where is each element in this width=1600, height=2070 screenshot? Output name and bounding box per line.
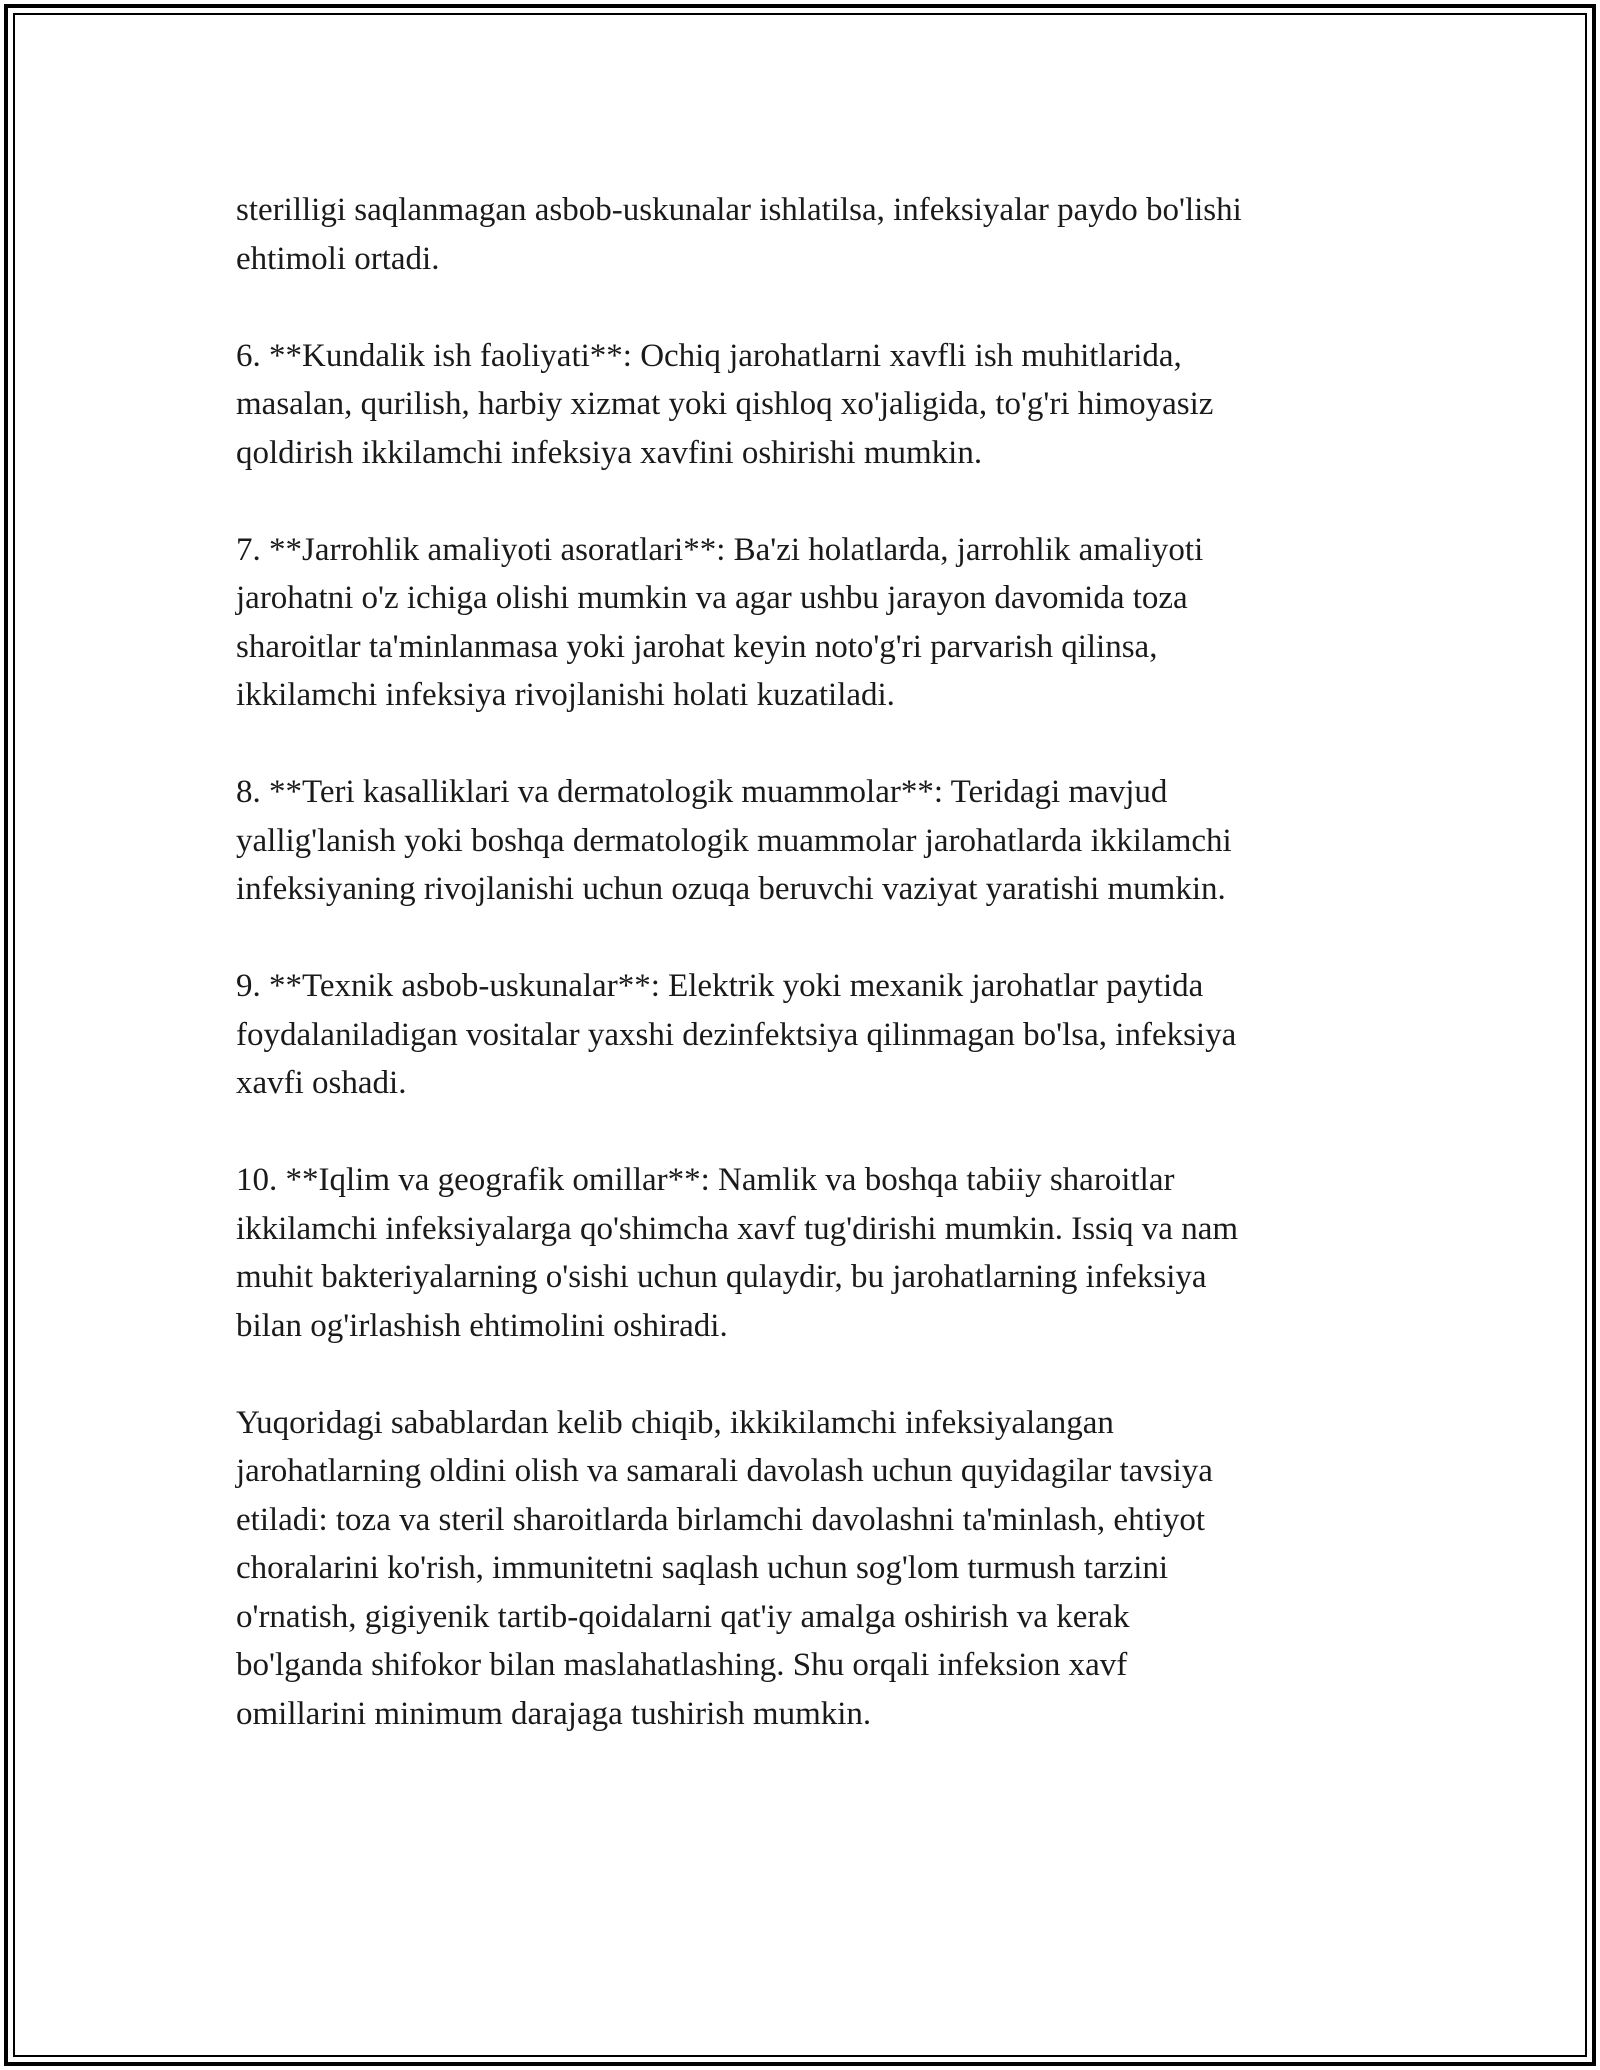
text-line: muhit bakteriyalarning o'sishi uchun qulaydir, bu jarohatlarning infeksiya: [236, 1259, 1207, 1295]
text-line: sterilligi saqlanmagan asbob-uskunalar ishlatilsa, infeksiyalar paydo bo'lishi: [236, 192, 1242, 228]
text-line: foydalaniladigan vositalar yaxshi dezinfektsiya qilinmagan bo'lsa, infeksiya: [236, 1016, 1237, 1053]
list-item-6: [236, 332, 1366, 478]
text-line: Yuqoridagi sabablardan kelib chiqib, ikkikilamchi infeksiyalangan: [236, 1404, 1114, 1441]
conclusion-paragraph: [236, 1399, 1366, 1739]
text-line: bo'lganda shifokor bilan maslahatlashing. Shu orqali infeksion xavf: [236, 1647, 1128, 1683]
text-line: 8. **Teri kasalliklari va dermatologik muammolar**: Teridagi mavjud: [236, 774, 1168, 810]
text-line: bilan og'irlashish ehtimolini oshiradi.: [236, 1307, 728, 1344]
list-item-7: [236, 526, 1366, 720]
text-line: qoldirish ikkilamchi infeksiya xavfini oshirishi mumkin.: [236, 434, 983, 471]
text-line: 9. **Texnik asbob-uskunalar**: Elektrik yoki mexanik jarohatlar paytida: [236, 968, 1204, 1004]
document-body: [236, 186, 1366, 1787]
text-line: etiladi: toza va steril sharoitlarda birlamchi davolashni ta'minlash, ehtiyot: [236, 1501, 1206, 1538]
text-line: jarohatni o'z ichiga olishi mumkin va agar ushbu jarayon davomida toza: [236, 580, 1188, 616]
text-line: jarohatlarning oldini olish va samarali davolash uchun quyidagilar tavsiya: [236, 1453, 1213, 1489]
text-line: o'rnatish, gigiyenik tartib-qoidalarni qat'iy amalga oshirish va kerak: [236, 1598, 1130, 1635]
text-line: yallig'lanish yoki boshqa dermatologik muammolar jarohatlarda ikkilamchi: [236, 822, 1232, 859]
text-line: choralarini ko'rish, immunitetni saqlash uchun sog'lom turmush tarzini: [236, 1550, 1169, 1586]
text-line: xavfi oshadi.: [236, 1065, 407, 1101]
text-line: sharoitlar ta'minlanmasa yoki jarohat keyin noto'g'ri parvarish qilinsa,: [236, 628, 1158, 665]
list-item-9: [236, 962, 1366, 1108]
text-line: 10. **Iqlim va geografik omillar**: Namlik va boshqa tabiiy sharoitlar: [236, 1162, 1175, 1198]
list-item-8: [236, 768, 1366, 914]
list-item-10: [236, 1156, 1366, 1350]
text-line: infeksiyaning rivojlanishi uchun ozuqa beruvchi vaziyat yaratishi mumkin.: [236, 871, 1226, 907]
text-line: omillarini minimum darajaga tushirish mumkin.: [236, 1695, 872, 1732]
text-line: ehtimoli ortadi.: [236, 240, 440, 277]
paragraph-intro-continuation: [236, 186, 1366, 283]
text-line: 6. **Kundalik ish faoliyati**: Ochiq jarohatlarni xavfli ish muhitlarida,: [236, 337, 1182, 374]
text-line: ikkilamchi infeksiya rivojlanishi holati kuzatiladi.: [236, 677, 895, 713]
text-line: masalan, qurilish, harbiy xizmat yoki qishloq xo'jaligida, to'g'ri himoyasiz: [236, 386, 1214, 422]
text-line: ikkilamchi infeksiyalarga qo'shimcha xavf tug'dirishi mumkin. Issiq va nam: [236, 1210, 1239, 1247]
text-line: 7. **Jarrohlik amaliyoti asoratlari**: Ba'zi holatlarda, jarrohlik amaliyoti: [236, 531, 1204, 568]
